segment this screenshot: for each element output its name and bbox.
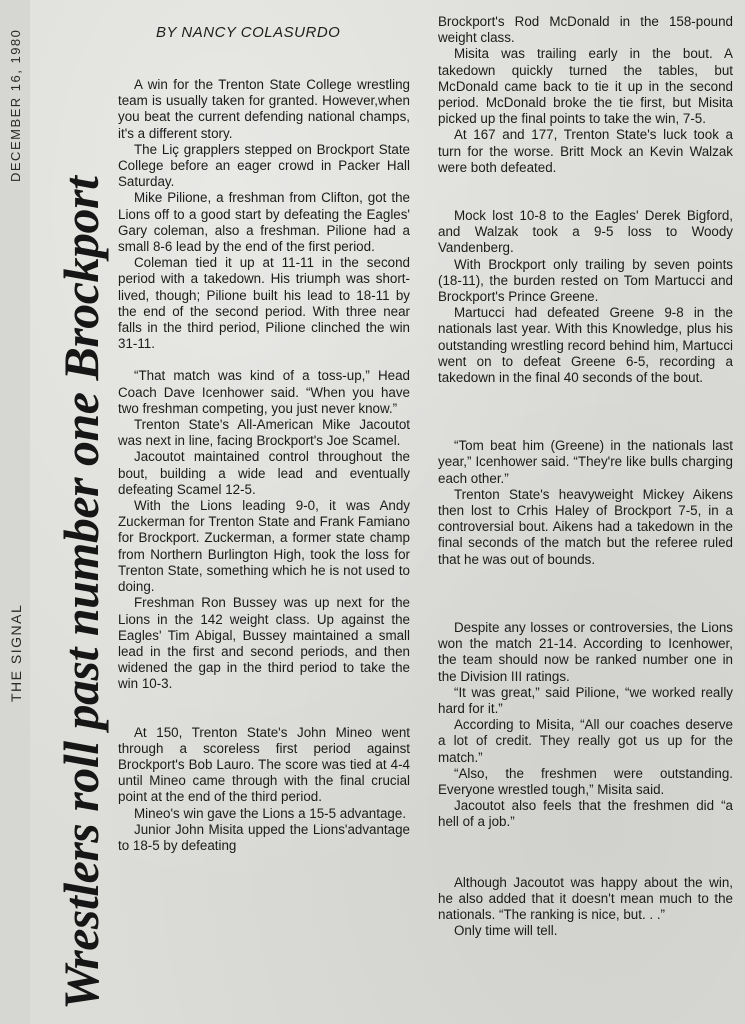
paragraph: A win for the Trenton State College wrestling team is usually taken for granted. However,when you beat the current defending national champs, it's a different story. xyxy=(118,77,410,141)
paragraph-gap xyxy=(438,831,733,875)
paragraph: Only time will tell. xyxy=(454,923,558,939)
paragraph: With the Lions leading 9-0, it was Andy Zuckerman for Trenton State and Frank Famiano for Brockport. Zuckerman, a former state champ from Northern Burlington High, took the loss for Trenton State, something which he is not used to doing. xyxy=(118,498,410,595)
paragraph: “That match was kind of a toss-up,” Head Coach Dave Icenhower said. “When you have two freshman competing, you just never know.” xyxy=(118,368,410,416)
paragraph: With Brockport only trailing by seven points (18-11), the burden rested on Tom Martucci and Brockport's Prince Greene. xyxy=(438,256,733,305)
paragraph: At 150, Trenton State's John Mineo went through a scoreless first period against Brockport's Bob Lauro. The score was tied at 4-4 until Mineo came through with the final crucial point at the end of the third period. xyxy=(118,724,410,805)
paragraph: Freshman Ron Bussey was up next for the Lions in the 142 weight class. Up against the Eagles' Tim Abigal, Bussey maintained a small lead in the first and second periods, and then widened the gap in the third period to take the win 10-3. xyxy=(118,595,410,692)
paragraph: “Also, the freshmen were outstanding. Everyone wrestled tough,” Misita said. xyxy=(438,765,733,797)
paragraph: The Liç grapplers stepped on Brockport State College before an eager crowd in Packer Hall Saturday. xyxy=(118,141,410,190)
publication-name: THE SIGNAL xyxy=(8,603,24,702)
paragraph: Trenton State's All-American Mike Jacoutot was next in line, facing Brockport's Joe Scamel. xyxy=(118,417,410,449)
paragraph: According to Misita, “All our coaches deserve a lot of credit. They really got us up for the match.” xyxy=(438,717,733,765)
article-column-1 xyxy=(118,77,410,854)
paragraph-gap xyxy=(438,176,733,208)
paragraph: Mock lost 10-8 to the Eagles' Derek Bigford, and Walzak took a 9-5 loss to Woody Vandenberg. xyxy=(438,208,733,256)
paragraph: Although Jacoutot was happy about the win, he also added that it doesn't mean much to the nationals. “The ranking is nice, but. . .” xyxy=(438,874,733,922)
paragraph: Coleman tied it up at 11-11 in the second period with a takedown. His triumph was short-lived, though; Pilione built his lead to 18-11 by the end of the second period. With three near falls in the third period, Pilione clinched the win 31-11. xyxy=(118,255,410,352)
paragraph-gap xyxy=(118,352,410,368)
paragraph: Despite any losses or controversies, the Lions won the match 21-14. According to Icenhower, the team should now be ranked number one in the Division III ratings. xyxy=(438,619,733,684)
paragraph-gap xyxy=(438,568,733,620)
paragraph-gap xyxy=(438,386,733,438)
paragraph: Mineo's win gave the Lions a 15-5 advantage. xyxy=(134,805,407,821)
article-byline: BY NANCY COLASURDO xyxy=(156,24,341,41)
paragraph-gap xyxy=(118,693,410,725)
paragraph: At 167 and 177, Trenton State's luck took a turn for the worse. Britt Mock an Kevin Walzak were both defeated. xyxy=(438,127,733,175)
paragraph: Brockport's Rod McDonald in the 158-pound weight class. xyxy=(438,14,733,46)
publication-date: DECEMBER 16, 1980 xyxy=(8,28,23,182)
paragraph: Martucci had defeated Greene 9-8 in the nationals last year. With this Knowledge, plus his outstanding wrestling record behind him, Martucci went on to defeat Greene 6-5, recording a takedown in the final 40 seconds of the bout. xyxy=(438,305,733,386)
paragraph: “It was great,” said Pilione, “we worked really hard for it.” xyxy=(438,684,733,716)
paragraph: “Tom beat him (Greene) in the nationals last year,” Icenhower said. “They're like bulls charging each other.” xyxy=(438,438,733,486)
paragraph: Trenton State's heavyweight Mickey Aikens then lost to Crhis Haley of Brockport 7-5, in a controversial bout. Aikens had a takedown in the final seconds of the match but the referee ruled that he was out of bounds. xyxy=(438,486,733,567)
paragraph: Jacoutot also feels that the freshmen did “a hell of a job.” xyxy=(438,798,733,830)
paragraph: Jacoutot maintained control throughout the bout, building a wide lead and eventually defeating Scamel 12-5. xyxy=(118,449,410,497)
paragraph: Misita was trailing early in the bout. A takedown quickly turned the tables, but McDonald came back to tie it up in the second period. McDonald broke the tie first, but Misita picked up the final points to take the win, 7-5. xyxy=(438,46,733,127)
paragraph: Mike Pilione, a freshman from Clifton, got the Lions off to a good start by defeating the Eagles' Gary coleman, also a freshman. Pilione had a small 8-6 lead by the end of the first period. xyxy=(118,190,410,255)
article-column-2 xyxy=(438,14,733,939)
article-headline: Wrestlers roll past number one Brockport xyxy=(53,176,109,1010)
paragraph: Junior John Misita upped the Lions'advantage to 18-5 by defeating xyxy=(118,821,410,853)
